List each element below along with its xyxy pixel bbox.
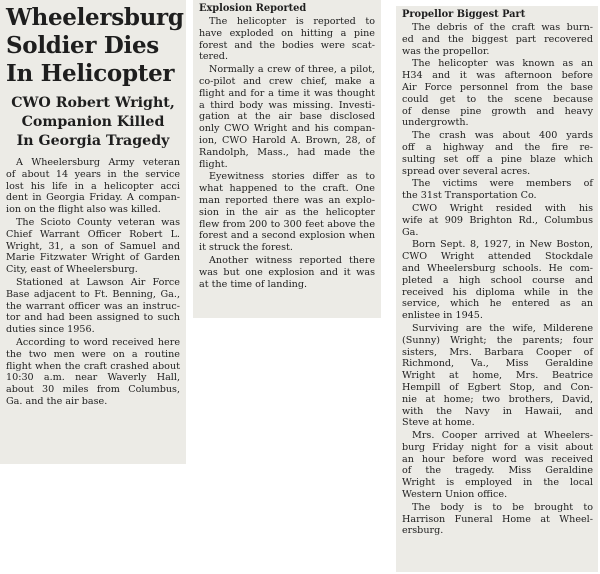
article-paragraph	[199, 171, 375, 254]
article-line: The Scioto County veteran was	[16, 216, 180, 228]
article-line: duties since 1956.	[6, 324, 95, 336]
article-line: lost his life in a helicopter acci	[6, 180, 180, 192]
article-line: nie at home; two brothers, David,	[402, 393, 593, 405]
article-line: flight.	[199, 158, 228, 170]
article-line: forest and the bodies were scat-	[199, 39, 375, 51]
article-line: The victims were members of	[412, 178, 593, 190]
article-line: sisters, Mrs. Barbara Cooper of	[402, 346, 593, 358]
subheadline	[6, 94, 180, 151]
article-line: Air Force personnel from the base	[402, 81, 593, 93]
article-line: burg Friday night for a visit about	[402, 441, 593, 453]
column-2-body	[199, 16, 375, 290]
article-paragraph	[6, 217, 180, 276]
article-line: ed and the biggest part recovered	[402, 33, 593, 45]
article-line: man reported there was an explo-	[199, 194, 375, 206]
article-line: Steve at home.	[402, 417, 475, 429]
article-line: spread over several acres.	[402, 165, 531, 177]
column-3-body	[402, 22, 593, 537]
article-line: could get to the scene because	[402, 93, 593, 105]
article-line: Stationed at Lawson Air Force	[16, 276, 180, 288]
article-paragraph	[402, 130, 593, 177]
article-line: The debris of the craft was burn-	[412, 22, 593, 33]
article-line: tered.	[199, 51, 228, 63]
article-line: Western Union office.	[402, 489, 508, 501]
article-line: A Wheelersburg Army veteran	[16, 157, 180, 168]
headline-line: In Helicopter	[6, 60, 175, 87]
article-line: and Wheelersburg schools. He com-	[402, 262, 593, 274]
article-line: Harrison Funeral Home at Wheel-	[402, 513, 593, 525]
article-line: an hour before word was received	[402, 453, 593, 465]
article-line: Eyewitness stories differ as to	[209, 171, 375, 183]
article-line: The crash was about 400 yards	[412, 130, 593, 142]
article-line: Base adjacent to Ft. Benning, Ga.,	[6, 288, 180, 300]
article-line: ersburg.	[402, 525, 444, 537]
article-line: Normally a crew of three, a pilot,	[209, 64, 375, 76]
article-line: dent in Georgia Friday. A compan-	[6, 192, 180, 204]
article-line: Chief Warrant Officer Robert L.	[6, 228, 180, 240]
article-line: was but one explosion and it was	[199, 266, 375, 278]
headline-line: Soldier Dies	[6, 32, 159, 59]
clipping-column-2	[193, 0, 381, 318]
article-line: have exploded on hitting a pine	[199, 27, 375, 39]
article-line: flew from 200 to 300 feet above the	[199, 218, 375, 230]
article-line: Another witness reported there	[209, 254, 375, 266]
article-line: what happened to the craft. One	[199, 183, 375, 195]
article-line: wife at 909 Brighton Rd., Columbus	[402, 214, 593, 226]
article-line: enlistee in 1945.	[402, 310, 483, 322]
article-line: Surviving are the wife, Milderene	[412, 322, 593, 334]
article-line: Ga. and the air base.	[6, 395, 108, 407]
article-line: Wright is employed in the local	[402, 477, 593, 489]
article-paragraph	[402, 22, 593, 57]
article-line: According to word received here	[16, 336, 180, 348]
article-line: service, which he entered as an	[402, 298, 593, 310]
article-paragraph	[6, 277, 180, 336]
article-line: off a highway and the fire re-	[402, 141, 593, 153]
article-paragraph	[402, 323, 593, 429]
article-line: Hempill of Egbert Stop, and Con-	[402, 381, 593, 393]
article-line: flight and for a time it was thought	[199, 87, 375, 99]
article-paragraph	[402, 178, 593, 202]
article-line: received his diploma while in the	[402, 286, 593, 298]
article-line: Marie Fitzwater Wright of Garden	[6, 252, 180, 264]
article-paragraph	[6, 157, 180, 216]
article-line: a third body was missing. Investi-	[199, 99, 375, 111]
article-line: was the propellor.	[402, 45, 490, 57]
article-line: the warrant officer was an instruc-	[6, 300, 180, 312]
article-paragraph	[402, 203, 593, 238]
headline-line: Wheelersburg	[6, 4, 184, 31]
article-line: (Sunny) Wright; the parents; four	[402, 334, 593, 346]
article-line: forest and a second explosion when	[199, 230, 375, 242]
article-line: of about 14 years in the service	[6, 168, 180, 180]
article-line: of the tragedy. Miss Geraldine	[402, 465, 593, 477]
article-line: Richmond, Va., Miss Geraldine	[402, 358, 593, 370]
article-paragraph	[402, 430, 593, 501]
article-line: 10:30 a.m. near Waverly Hall,	[6, 372, 180, 384]
article-paragraph	[6, 337, 180, 408]
subheadline-line: Companion Killed	[21, 114, 165, 130]
article-line: ion, CWO Harold A. Brown, 28, of	[199, 134, 375, 146]
article-line: sion in the air as the helicopter	[199, 206, 375, 218]
section-heading-propellor: Propellor Biggest Part	[402, 9, 526, 20]
article-line: about 30 miles from Columbus,	[6, 384, 180, 396]
article-line: Wright at home, Mrs. Beatrice	[402, 370, 593, 382]
article-line: co-pilot and crew chief, make a	[199, 75, 375, 87]
column-1-body	[6, 157, 180, 408]
section-heading-explosion: Explosion Reported	[199, 3, 307, 14]
article-line: tor and had been assigned to such	[6, 312, 180, 324]
article-line: gation at the air base disclosed	[199, 111, 375, 123]
article-line: Mrs. Cooper arrived at Wheelers-	[412, 430, 593, 442]
article-line: it struck the forest.	[199, 242, 293, 254]
article-line: Randolph, Mass., had made the	[199, 146, 375, 158]
article-line: The body is to be brought to	[412, 501, 593, 513]
article-line: City, east of Wheelersburg.	[6, 264, 138, 276]
article-paragraph	[402, 502, 593, 537]
article-paragraph	[402, 58, 593, 129]
article-line: Wright, 31, a son of Samuel and	[6, 240, 180, 252]
article-line: only CWO Wright and his compan-	[199, 123, 375, 135]
article-line: CWO Wright attended Stockdale	[402, 251, 593, 263]
article-paragraph	[402, 239, 593, 322]
article-line: H34 and it was afternoon before	[402, 70, 593, 82]
article-line: The helicopter is reported to	[209, 16, 375, 27]
article-line: the two men were on a routine	[6, 348, 180, 360]
article-line: Born Sept. 8, 1927, in New Boston,	[412, 239, 593, 251]
article-line: sulting set off a pine blaze which	[402, 153, 593, 165]
article-paragraph	[199, 16, 375, 63]
subheadline-line: CWO Robert Wright,	[11, 95, 175, 111]
article-line: the 31st Transportation Co.	[402, 190, 537, 202]
article-line: CWO Wright resided with his	[412, 202, 593, 214]
subheadline-line: In Georgia Tragedy	[16, 133, 170, 149]
article-line: undergrowth.	[402, 117, 469, 129]
article-line: flight when the craft crashed about	[6, 360, 180, 372]
article-paragraph	[199, 255, 375, 290]
headline	[6, 4, 184, 88]
article-paragraph	[199, 64, 375, 170]
article-line: Ga.	[402, 226, 419, 238]
article-line: pleted a high school course and	[402, 274, 593, 286]
article-line: with the Navy in Hawaii, and	[402, 405, 593, 417]
article-line: at the time of landing.	[199, 278, 308, 290]
article-line: of dense pine growth and heavy	[402, 105, 593, 117]
clipping-column-3	[396, 6, 598, 572]
article-line: The helicopter was known as an	[412, 58, 593, 70]
article-line: ion on the flight also was killed.	[6, 204, 161, 216]
clipping-column-1	[0, 0, 186, 464]
